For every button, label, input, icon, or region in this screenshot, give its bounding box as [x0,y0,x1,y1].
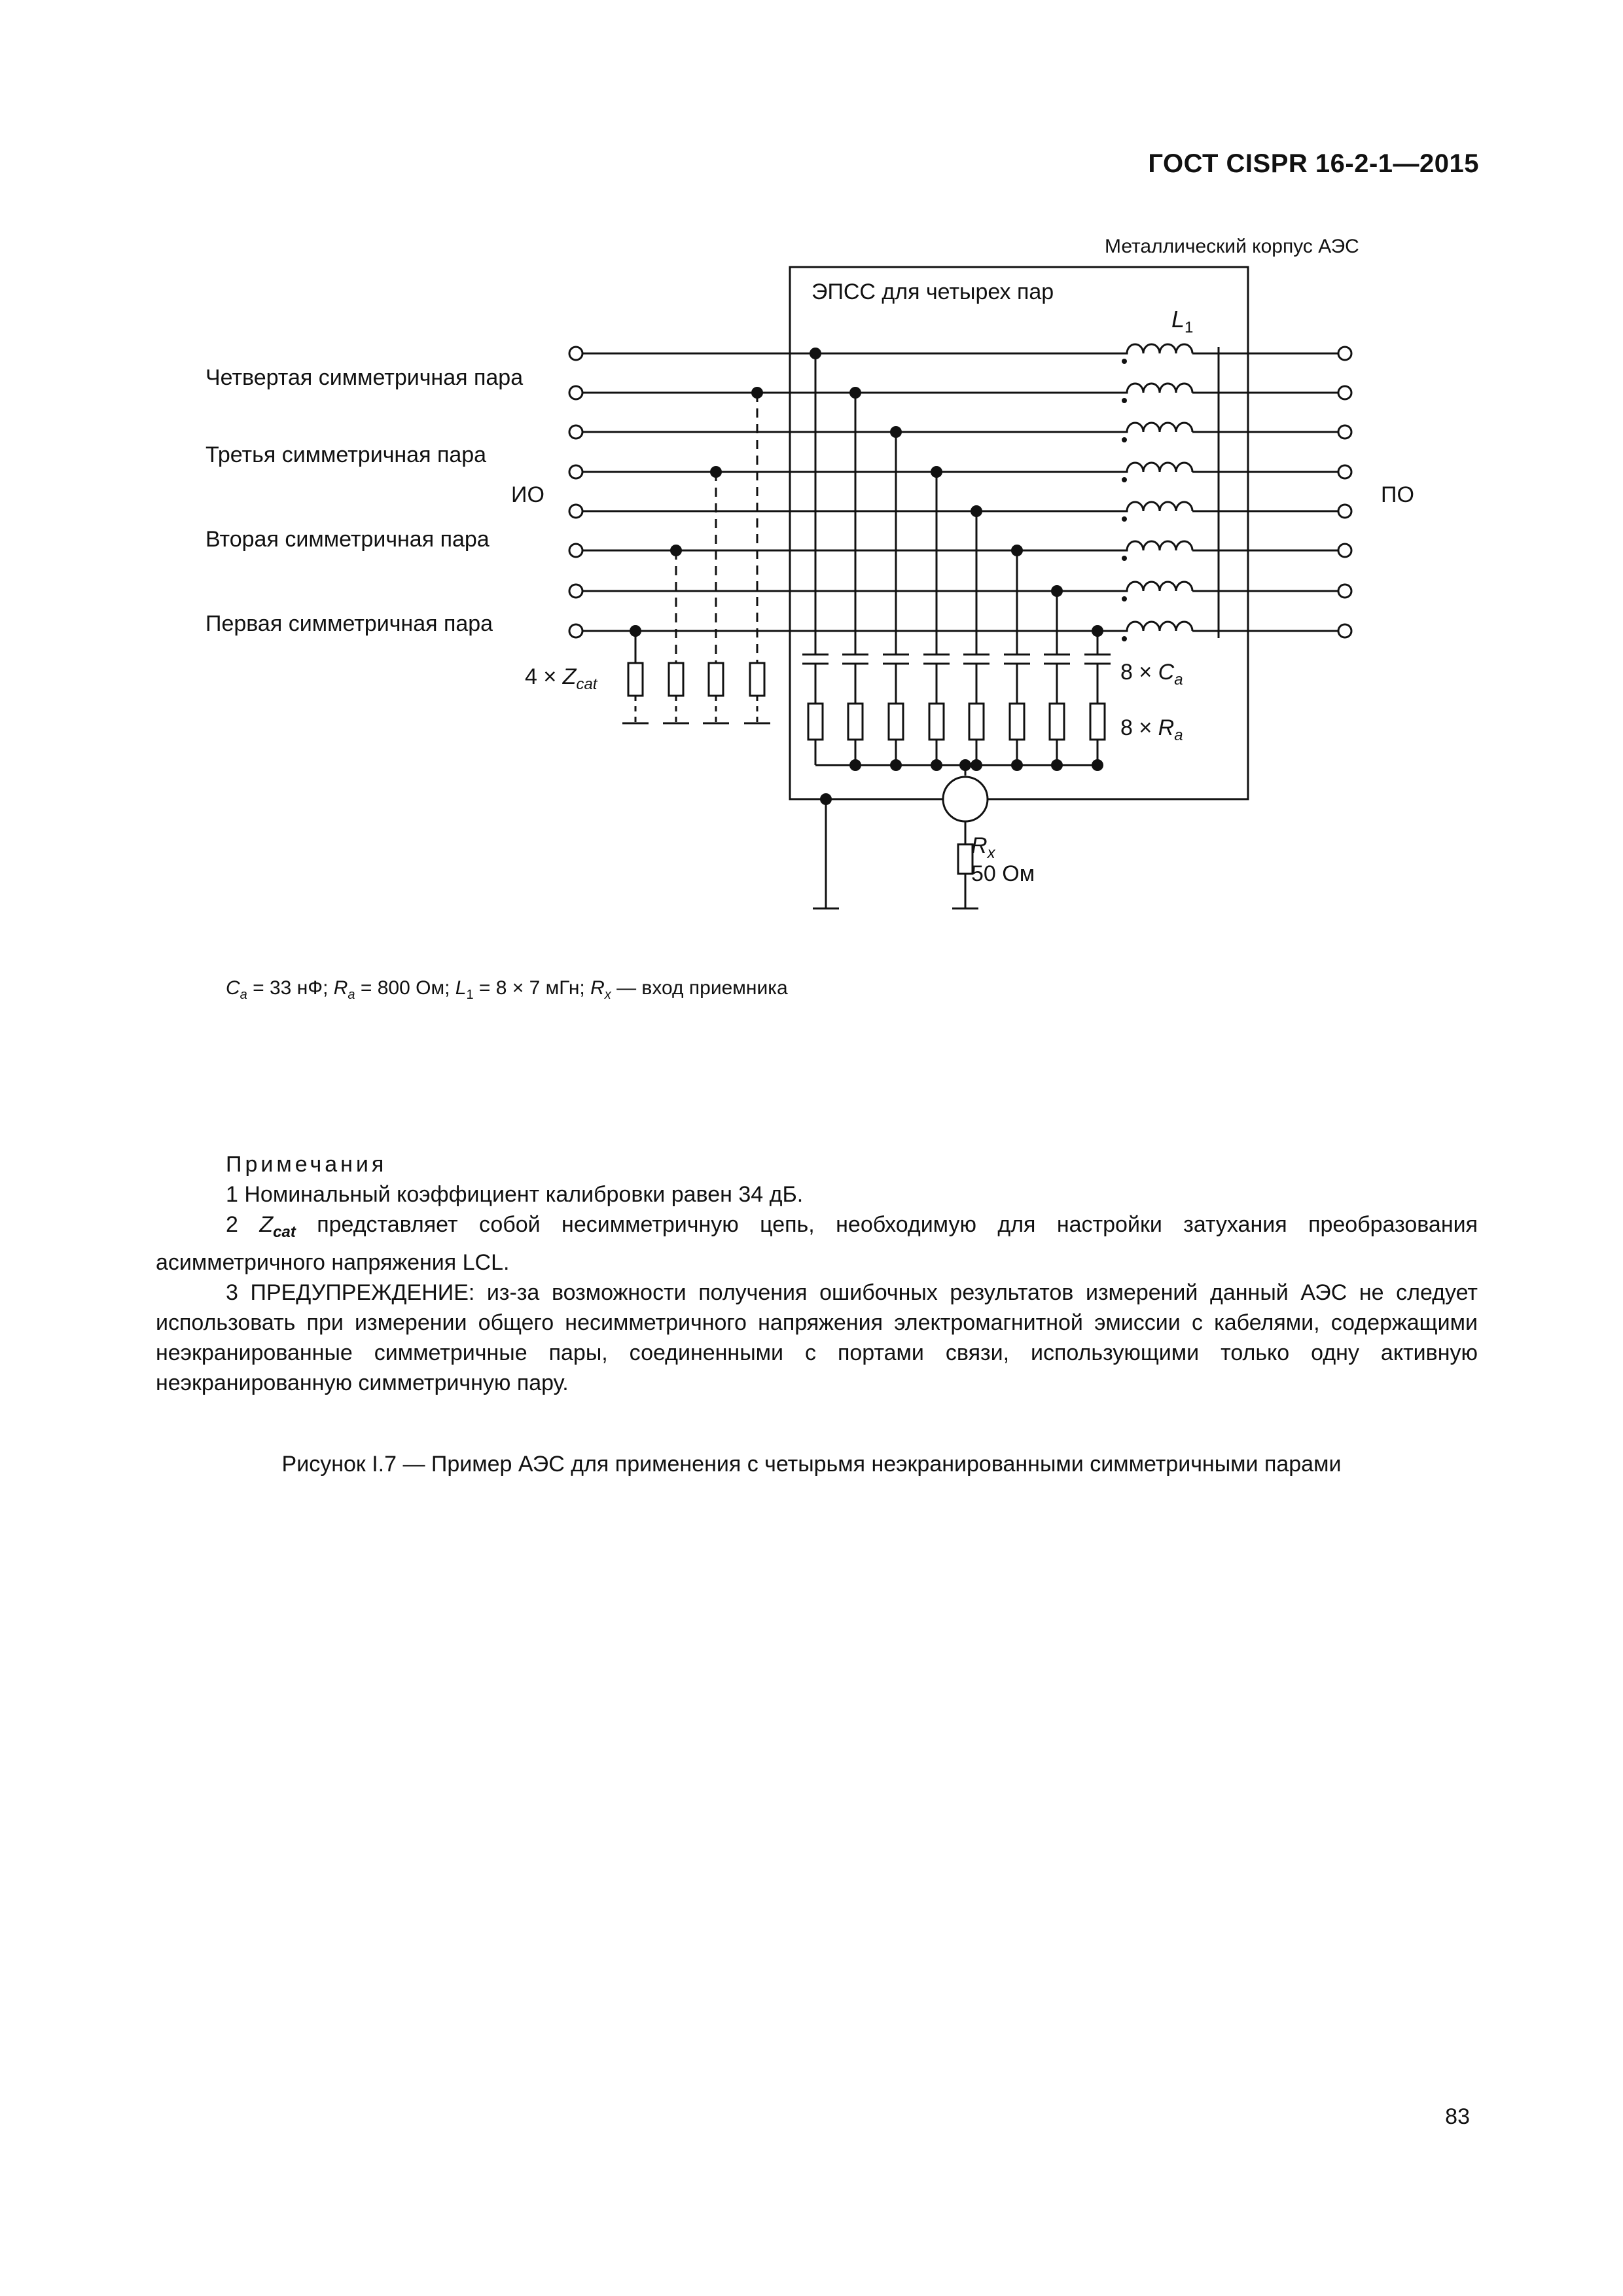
inductor-winding [1120,384,1192,393]
figure-caption: Рисунок I.7 — Пример АЭС для применения с четырьмя неэкранированными симметричными парами [281,1452,1342,1477]
polarity-dot [1122,477,1127,482]
rx-label: $R_x$ [971,833,995,862]
note-2: 2 $Z_{cat}$ представляет собой несимметричную цепь, необходимую для настройки затухания преобразования асимметричного напряжения LCL. [156,1212,1478,1275]
junction-dot [670,545,682,556]
polarity-dot [1122,398,1127,403]
terminal-left [569,465,582,478]
notes-heading: Примечания [226,1152,387,1177]
junction-dot [710,466,722,478]
junction-dot [971,759,982,771]
terminal-right [1338,425,1351,439]
resistor [1090,704,1105,740]
junction-dot [1011,759,1023,771]
ca-label: $8 \times C_a$ [1120,660,1183,689]
junction-dot [931,759,942,771]
terminal-right [1338,624,1351,637]
ra-label: $8 \times R_a$ [1120,715,1183,744]
document-code: ГОСТ CISPR 16-2-1—2015 [1148,149,1479,178]
component-legend: $C_a = 33$ нФ; $R_a = 800$ Ом; $L_1 = 8 \times 7$ мГн; $R_x$ — вход приемника [226,977,788,1002]
inductor-winding [1120,541,1192,550]
circuit-diagram [0,216,1623,936]
note-1: 1 Номинальный коэффициент калибровки равен 34 дБ. [226,1182,804,1207]
note-3: 3 ПРЕДУПРЕЖДЕНИЕ: из-за возможности получения ошибочных результатов измерений данный АЭС не следует использовать при измерении общего несимметричного напряжения электромагнитной эмиссии с кабелями, содержащими неэкранированные симметричные пары, соединенными с портами связи, использующими только одну активную неэкранированную симметричную пару. [156,1280,1478,1395]
inductor-winding [1120,423,1192,432]
resistor [1010,704,1024,740]
rx-resistor [958,844,972,874]
junction-dot [890,426,902,438]
resistor [848,704,863,740]
terminal-left [569,584,582,598]
enclosure-label: Металлический корпус АЭС [1105,236,1359,257]
inductor-label: $L_1$ [1171,306,1194,336]
zcat-impedance [669,663,683,696]
polarity-dot [1122,636,1127,641]
junction-dot [959,759,971,771]
inductors [1120,344,1219,638]
junction-dot [1092,625,1103,637]
terminal-left [569,347,582,360]
junction-dot [1051,759,1063,771]
terminal-left [569,624,582,637]
junction-dot [1011,545,1023,556]
terminal-left [569,386,582,399]
page-number: 83 [1445,2104,1470,2129]
terminal-right [1338,505,1351,518]
resistor [929,704,944,740]
terminal-right [1338,386,1351,399]
zcat-label: $4 \times Z_{cat}$ [525,664,597,693]
junction-dot [1092,759,1103,771]
polarity-dot [1122,516,1127,522]
inductor-winding [1120,582,1192,591]
resistor [889,704,903,740]
inductor-winding [1120,502,1192,511]
resistor [808,704,823,740]
junction-dot [751,387,763,399]
terminal-left [569,425,582,439]
notes-section [156,1149,1478,1398]
pair-label-first: Первая симметричная пара [205,611,493,636]
resistor [969,704,984,740]
zcat-impedance [709,663,723,696]
junction-dot [890,759,902,771]
pair-label-fourth: Четвертая симметричная пара [205,365,524,390]
junction-dot [630,625,641,637]
junction-dot [1051,585,1063,597]
zcat-impedance [750,663,764,696]
eut-side-label: ИО [511,482,544,507]
terminal-right [1338,584,1351,598]
pair-label-third: Третья симметричная пара [205,442,487,467]
junction-dot [849,387,861,399]
terminal-left [569,544,582,557]
ae-side-label: ПО [1381,482,1414,507]
zcat-impedance [628,663,643,696]
polarity-dot [1122,359,1127,364]
terminal-left [569,505,582,518]
inductor-winding [1120,344,1192,353]
rx-value: 50 Ом [971,861,1035,886]
junction-dot [971,505,982,517]
network-label: ЭПСС для четырех пар [812,279,1054,304]
inductor-winding [1120,622,1192,631]
terminal-right [1338,347,1351,360]
pair-label-second: Вторая симметричная пара [205,527,490,552]
polarity-dot [1122,556,1127,561]
terminal-right [1338,465,1351,478]
junction-dot [810,348,821,359]
inductor-winding [1120,463,1192,472]
junction-dot [849,759,861,771]
junction-dot [931,466,942,478]
terminals [569,347,1351,637]
resistor [1050,704,1064,740]
polarity-dot [1122,596,1127,601]
junction-dot [820,793,832,805]
current-probe [943,777,988,821]
terminal-right [1338,544,1351,557]
polarity-dot [1122,437,1127,442]
